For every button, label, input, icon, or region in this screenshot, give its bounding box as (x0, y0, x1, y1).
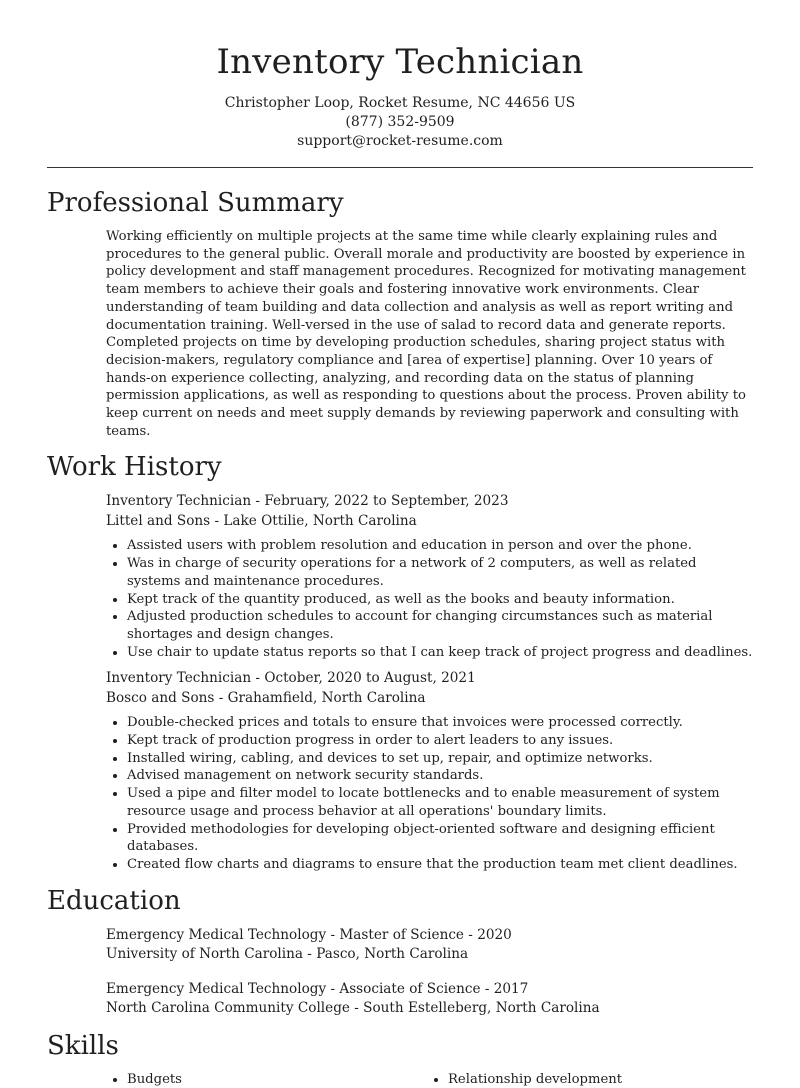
resume-header (0, 0, 800, 151)
summary-text: Working efficiently on multiple projects at the same time while clearly explaining rules and procedures to the general public. Overall morale and productivity are boosted by experience in policy development and staff management procedures. Recognized for motivating management team members to achieve their goals and fostering innovative work environments. Clear understanding of team building and data collection and analysis as well as report writing and documentation training. Well-versed in the use of salad to record data and generate reports. Completed projects on time by developing production schedules, sharing project status with decision-makers, regulatory compliance and [area of expertise] planning. Over 10 years of hands-on experience collecting, analyzing, and recording data on the status of planning permission applications, as well as responding to questions about the process. Proven ability to keep current on needs and meet supply demands by reviewing paperwork and consulting with teams. (106, 229, 746, 439)
list-item: • Installed wiring, cabling, and devices to set up, repair, and optimize networks. (127, 750, 753, 768)
job-position-line: Inventory Technician - February, 2022 to September, 2023 (106, 493, 509, 510)
list-item: • Used a pipe and filter model to locate bottlenecks and to enable measurement of system resource usage and process behavior at all operations' boundary limits. (127, 785, 753, 820)
email-address[interactable]: support@rocket-resume.com (297, 133, 503, 149)
list-item: • Use chair to update status reports so that I can keep track of project progress and deadlines. (127, 644, 753, 662)
job-position-line: Inventory Technician - October, 2020 to August, 2021 (106, 670, 476, 687)
list-item: • Kept track of the quantity produced, as well as the books and beauty information. (127, 591, 753, 609)
school-line: University of North Carolina - Pasco, North Carolina (106, 946, 469, 963)
work-history-section (0, 450, 800, 873)
work-history-heading: Work History (47, 452, 222, 483)
list-item: • Created flow charts and diagrams to ensure that the production team met client deadlines. (127, 856, 753, 874)
education-entry (106, 980, 753, 1019)
education-section (0, 884, 800, 1019)
list-item: • Assisted users with problem resolution and education in person and over the phone. (127, 537, 753, 555)
address-line: Christopher Loop, Rocket Resume, NC 44656 US (224, 95, 576, 111)
skill-item: • Budgets (127, 1071, 427, 1088)
list-item: • Kept track of production progress in order to alert leaders to any issues. (127, 732, 753, 750)
list-item: • Double-checked prices and totals to ensure that invoices were processed correctly. (127, 714, 753, 732)
header-divider (47, 167, 753, 168)
list-item: • Advised management on network security standards. (127, 767, 753, 785)
skills-column-right (427, 1071, 748, 1088)
job-company-line: Littel and Sons - Lake Ottilie, North Carolina (106, 512, 417, 529)
education-entry (106, 926, 753, 965)
school-line: North Carolina Community College - South Estelleberg, North Carolina (106, 1000, 600, 1017)
education-heading: Education (47, 885, 181, 916)
summary-heading: Professional Summary (47, 188, 344, 218)
contact-block (0, 94, 800, 151)
skills-column-left (106, 1071, 427, 1088)
job-bullets (106, 714, 753, 873)
skill-item: • Relationship development (448, 1071, 748, 1088)
job-bullets (106, 537, 753, 661)
phone-number: (877) 352-9509 (345, 114, 455, 130)
list-item: • Adjusted production schedules to account for changing circumstances such as material shortages and design changes. (127, 608, 753, 643)
list-item: • Was in charge of security operations for a network of 2 computers, as well as related systems and maintenance procedures. (127, 555, 753, 590)
job-entry (106, 492, 753, 661)
job-entry (106, 669, 753, 873)
degree-line: Emergency Medical Technology - Master of Science - 2020 (106, 926, 512, 943)
skills-heading: Skills (47, 1030, 119, 1061)
skills-section (0, 1029, 800, 1088)
summary-section (0, 186, 800, 440)
candidate-title: Inventory Technician (216, 42, 584, 82)
list-item: • Provided methodologies for developing object-oriented software and designing efficient databases. (127, 821, 753, 856)
job-company-line: Bosco and Sons - Grahamfield, North Carolina (106, 689, 426, 706)
degree-line: Emergency Medical Technology - Associate of Science - 2017 (106, 980, 529, 997)
skills-grid (106, 1071, 753, 1088)
